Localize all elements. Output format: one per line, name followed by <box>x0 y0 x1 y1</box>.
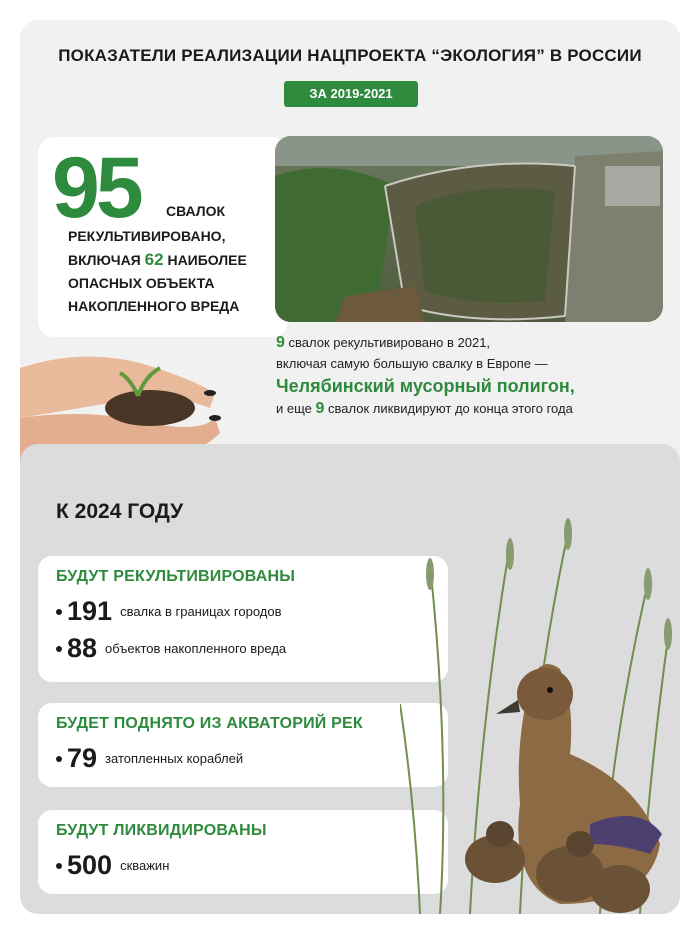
list-item <box>56 850 169 881</box>
page-title: ПОКАЗАТЕЛИ РЕАЛИЗАЦИИ НАЦПРОЕКТА “ЭКОЛОГИЯ” В РОССИИ <box>58 46 642 65</box>
item-label: скважин <box>120 858 170 873</box>
main-stat-line3: ОПАСНЫХ ОБЪЕКТА <box>68 275 215 291</box>
info-line2: включая самую большую свалку в Европе — <box>276 356 548 371</box>
main-stat-text <box>68 225 288 318</box>
section-title: БУДУТ РЕКУЛЬТИВИРОВАНЫ <box>56 568 296 585</box>
info-text3-post: свалок ликвидируют до конца этого года <box>328 401 573 416</box>
item-value: 88 <box>67 633 98 663</box>
main-stat-line2-post: НАИБОЛЕЕ <box>167 252 247 268</box>
period-badge: ЗА 2019-2021 <box>284 81 418 107</box>
main-stat-line2 <box>68 248 288 272</box>
info-line3 <box>276 398 676 419</box>
bullet-icon <box>56 646 62 652</box>
info-number-1: 9 <box>276 334 285 351</box>
section-recultivation <box>38 556 448 682</box>
info-text-block <box>276 332 676 419</box>
main-stat-number: 95 <box>52 140 140 236</box>
list-item <box>56 743 243 774</box>
item-value: 79 <box>67 743 98 773</box>
info-text1: свалок рекультивировано в 2021, <box>288 335 491 350</box>
section-title: БУДУТ ЛИКВИДИРОВАНЫ <box>56 822 267 839</box>
bullet-icon <box>56 863 62 869</box>
info-number-2: 9 <box>315 400 325 417</box>
main-stat-line2-number: 62 <box>144 250 164 269</box>
main-stat-line4: НАКОПЛЕННОГО ВРЕДА <box>68 298 240 314</box>
main-stat-line1: РЕКУЛЬТИВИРОВАНО, <box>68 228 226 244</box>
main-stat-suffix: СВАЛОК <box>166 203 226 219</box>
main-stat-line2-pre: ВКЛЮЧАЯ <box>68 252 141 268</box>
bullet-icon <box>56 756 62 762</box>
duck-with-ducklings-image <box>400 504 680 914</box>
item-label: затопленных кораблей <box>105 751 244 766</box>
list-item <box>56 596 281 627</box>
item-label: свалка в границах городов <box>120 604 282 619</box>
bullet-icon <box>56 609 62 615</box>
plan-title: К 2024 ГОДУ <box>56 500 184 523</box>
section-title: БУДЕТ ПОДНЯТО ИЗ АКВАТОРИЙ РЕК <box>56 715 363 732</box>
plan-2024-section <box>20 444 680 914</box>
item-value: 191 <box>67 596 113 626</box>
info-text3-pre: и еще <box>276 401 312 416</box>
list-item <box>56 633 286 664</box>
section-ships <box>38 703 448 787</box>
item-value: 500 <box>67 850 113 880</box>
info-highlight: Челябинский мусорный полигон, <box>276 376 575 396</box>
item-label: объектов накопленного вреда <box>105 641 287 656</box>
main-stat-card <box>38 137 288 337</box>
landfill-aerial-photo <box>275 136 663 322</box>
section-wells <box>38 810 448 894</box>
infographic-card <box>20 20 680 914</box>
info-line1 <box>276 332 676 353</box>
